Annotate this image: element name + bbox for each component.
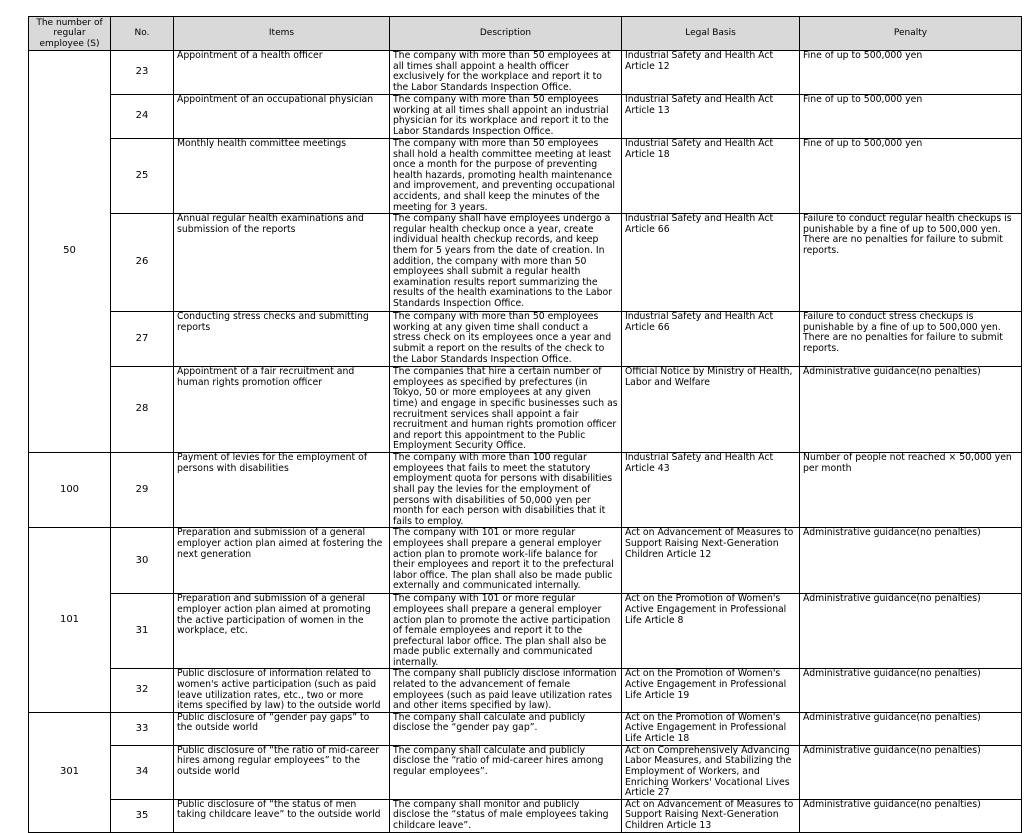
item-cell: Appointment of a health officer <box>174 51 390 95</box>
table-row <box>29 712 1022 745</box>
no-cell: 29 <box>111 453 174 528</box>
no-cell: 35 <box>111 799 174 832</box>
penalty-cell: Failure to conduct regular health checkups is punishable by a fine of up to 500,000 yen. There are no penalties for failure to submit reports. <box>800 214 1022 312</box>
table-row <box>29 312 1022 367</box>
item-cell: Preparation and submission of a general employer action plan aimed at promoting the active participation of women in the workplace, etc. <box>174 594 390 669</box>
item-cell: Preparation and submission of a general employer action plan aimed at fostering the next generation <box>174 528 390 594</box>
table-row <box>29 95 1022 139</box>
table-row <box>29 528 1022 594</box>
description-cell: The company shall monitor and publicly disclose the “status of male employees taking childcare leave”. <box>390 799 622 832</box>
penalty-cell: Fine of up to 500,000 yen <box>800 139 1022 214</box>
penalty-cell: Fine of up to 500,000 yen <box>800 51 1022 95</box>
no-cell: 28 <box>111 367 174 453</box>
employee-count-cell: 100 <box>29 453 111 528</box>
header-no: No. <box>111 17 174 51</box>
legal-basis-cell: Industrial Safety and Health Act Article 12 <box>622 51 800 95</box>
item-cell: Appointment of an occupational physician <box>174 95 390 139</box>
description-cell: The company shall have employees undergo a regular health checkup once a year, create individual health checkup records, and keep them for 5 years from the date of creation. In addition, the company with more than 50 employees shall submit a regular health examination results report summarizing the results of the health examinations to the Labor Standards Inspection Office. <box>390 214 622 312</box>
table-row <box>29 594 1022 669</box>
table-row <box>29 214 1022 312</box>
legal-basis-cell: Act on Comprehensively Advancing Labor Measures, and Stabilizing the Employment of Workers, and Enriching Workers' Vocational Lives Article 27 <box>622 745 800 799</box>
penalty-cell: Administrative guidance(no penalties) <box>800 528 1022 594</box>
no-cell: 33 <box>111 712 174 745</box>
table-row <box>29 367 1022 453</box>
no-cell: 23 <box>111 51 174 95</box>
legal-basis-cell: Industrial Safety and Health Act Article 43 <box>622 453 800 528</box>
no-cell: 34 <box>111 745 174 799</box>
description-cell: The company with 101 or more regular employees shall prepare a general employer action plan to promote the active participation of female employees and report it to the prefectural labor office. The plan shall also be made public externally and communicated internally. <box>390 594 622 669</box>
table-row <box>29 453 1022 528</box>
table-row <box>29 745 1022 799</box>
legal-basis-cell: Act on the Promotion of Women's Active Engagement in Professional Life Article 8 <box>622 594 800 669</box>
legal-basis-cell: Act on Advancement of Measures to Support Raising Next-Generation Children Article 12 <box>622 528 800 594</box>
table-row <box>29 139 1022 214</box>
description-cell: The company with more than 50 employees shall hold a health committee meeting at least once a month for the purpose of preventing health hazards, promoting health maintenance and improvement, and preventing occupational accidents, and shall keep the minutes of the meeting for 3 years. <box>390 139 622 214</box>
no-cell: 32 <box>111 669 174 712</box>
legal-basis-cell: Industrial Safety and Health Act Article 13 <box>622 95 800 139</box>
penalty-cell: Administrative guidance(no penalties) <box>800 745 1022 799</box>
header-legal-basis: Legal Basis <box>622 17 800 51</box>
employee-count-cell: 301 <box>29 712 111 832</box>
penalty-cell: Failure to conduct stress checkups is punishable by a fine of up to 500,000 yen. There are no penalties for failure to submit reports. <box>800 312 1022 367</box>
no-cell: 24 <box>111 95 174 139</box>
header-row <box>29 17 1022 51</box>
penalty-cell: Administrative guidance(no penalties) <box>800 712 1022 745</box>
penalty-cell: Administrative guidance(no penalties) <box>800 594 1022 669</box>
item-cell: Payment of levies for the employment of persons with disabilities <box>174 453 390 528</box>
header-items: Items <box>174 17 390 51</box>
description-cell: The company with more than 50 employees working at any given time shall conduct a stress check on its employees once a year and submit a report on the results of the check to the Labor Standards Inspection Office. <box>390 312 622 367</box>
no-cell: 31 <box>111 594 174 669</box>
item-cell: Appointment of a fair recruitment and human rights promotion officer <box>174 367 390 453</box>
penalty-cell: Administrative guidance(no penalties) <box>800 367 1022 453</box>
legal-basis-cell: Act on Advancement of Measures to Support Raising Next-Generation Children Article 13 <box>622 799 800 832</box>
item-cell: Public disclosure of “gender pay gaps” to the outside world <box>174 712 390 745</box>
item-cell: Monthly health committee meetings <box>174 139 390 214</box>
description-cell: The company with more than 50 employees at all times shall appoint a health officer exclusively for the workplace and report it to the Labor Standards Inspection Office. <box>390 51 622 95</box>
description-cell: The companies that hire a certain number of employees as specified by prefectures (in Tokyo, 50 or more employees at any given time) and engage in specific businesses such as recruitment services shall appoint a fair recruitment and human rights promotion officer and report this appointment to the Public Employment Security Office. <box>390 367 622 453</box>
legal-basis-cell: Industrial Safety and Health Act Article 66 <box>622 214 800 312</box>
table-row <box>29 669 1022 712</box>
penalty-cell: Administrative guidance(no penalties) <box>800 799 1022 832</box>
legal-basis-cell: Act on the Promotion of Women's Active Engagement in Professional Life Article 18 <box>622 712 800 745</box>
item-cell: Public disclosure of “the status of men taking childcare leave” to the outside world <box>174 799 390 832</box>
no-cell: 30 <box>111 528 174 594</box>
item-cell: Conducting stress checks and submitting reports <box>174 312 390 367</box>
description-cell: The company with more than 50 employees working at all times shall appoint an industrial physician for its workplace and report it to the Labor Standards Inspection Office. <box>390 95 622 139</box>
legal-basis-cell: Industrial Safety and Health Act Article 18 <box>622 139 800 214</box>
description-cell: The company shall calculate and publicly disclose the “ratio of mid-career hires among regular employees”. <box>390 745 622 799</box>
legal-basis-cell: Industrial Safety and Health Act Article 66 <box>622 312 800 367</box>
employee-count-cell: 101 <box>29 528 111 713</box>
table-row <box>29 799 1022 832</box>
description-cell: The company shall publicly disclose information related to the advancement of female employees (such as paid leave utilization rates and other items specified by law). <box>390 669 622 712</box>
no-cell: 26 <box>111 214 174 312</box>
item-cell: Public disclosure of “the ratio of mid-career hires among regular employees” to the outside world <box>174 745 390 799</box>
legal-basis-cell: Act on the Promotion of Women's Active Engagement in Professional Life Article 19 <box>622 669 800 712</box>
header-employees: The number of regular employee (S) <box>29 17 111 51</box>
description-cell: The company with more than 100 regular employees that fails to meet the statutory employment quota for persons with disabilities shall pay the levies for the employment of persons with disabilities of 50,000 yen per month for each person with disabilities that it fails to employ. <box>390 453 622 528</box>
table-row <box>29 51 1022 95</box>
regulations-table <box>28 16 1022 833</box>
penalty-cell: Fine of up to 500,000 yen <box>800 95 1022 139</box>
no-cell: 27 <box>111 312 174 367</box>
description-cell: The company shall calculate and publicly disclose the “gender pay gap”. <box>390 712 622 745</box>
description-cell: The company with 101 or more regular employees shall prepare a general employer action plan to promote work-life balance for their employees and report it to the prefectural labor office. The plan shall also be made public externally and communicated internally. <box>390 528 622 594</box>
no-cell: 25 <box>111 139 174 214</box>
penalty-cell: Number of people not reached × 50,000 yen per month <box>800 453 1022 528</box>
item-cell: Public disclosure of information related to women's active participation (such as paid leave utilization rates, etc., two or more items specified by law) to the outside world <box>174 669 390 712</box>
employee-count-cell: 50 <box>29 51 111 453</box>
penalty-cell: Administrative guidance(no penalties) <box>800 669 1022 712</box>
header-description: Description <box>390 17 622 51</box>
legal-basis-cell: Official Notice by Ministry of Health, Labor and Welfare <box>622 367 800 453</box>
item-cell: Annual regular health examinations and submission of the reports <box>174 214 390 312</box>
header-penalty: Penalty <box>800 17 1022 51</box>
